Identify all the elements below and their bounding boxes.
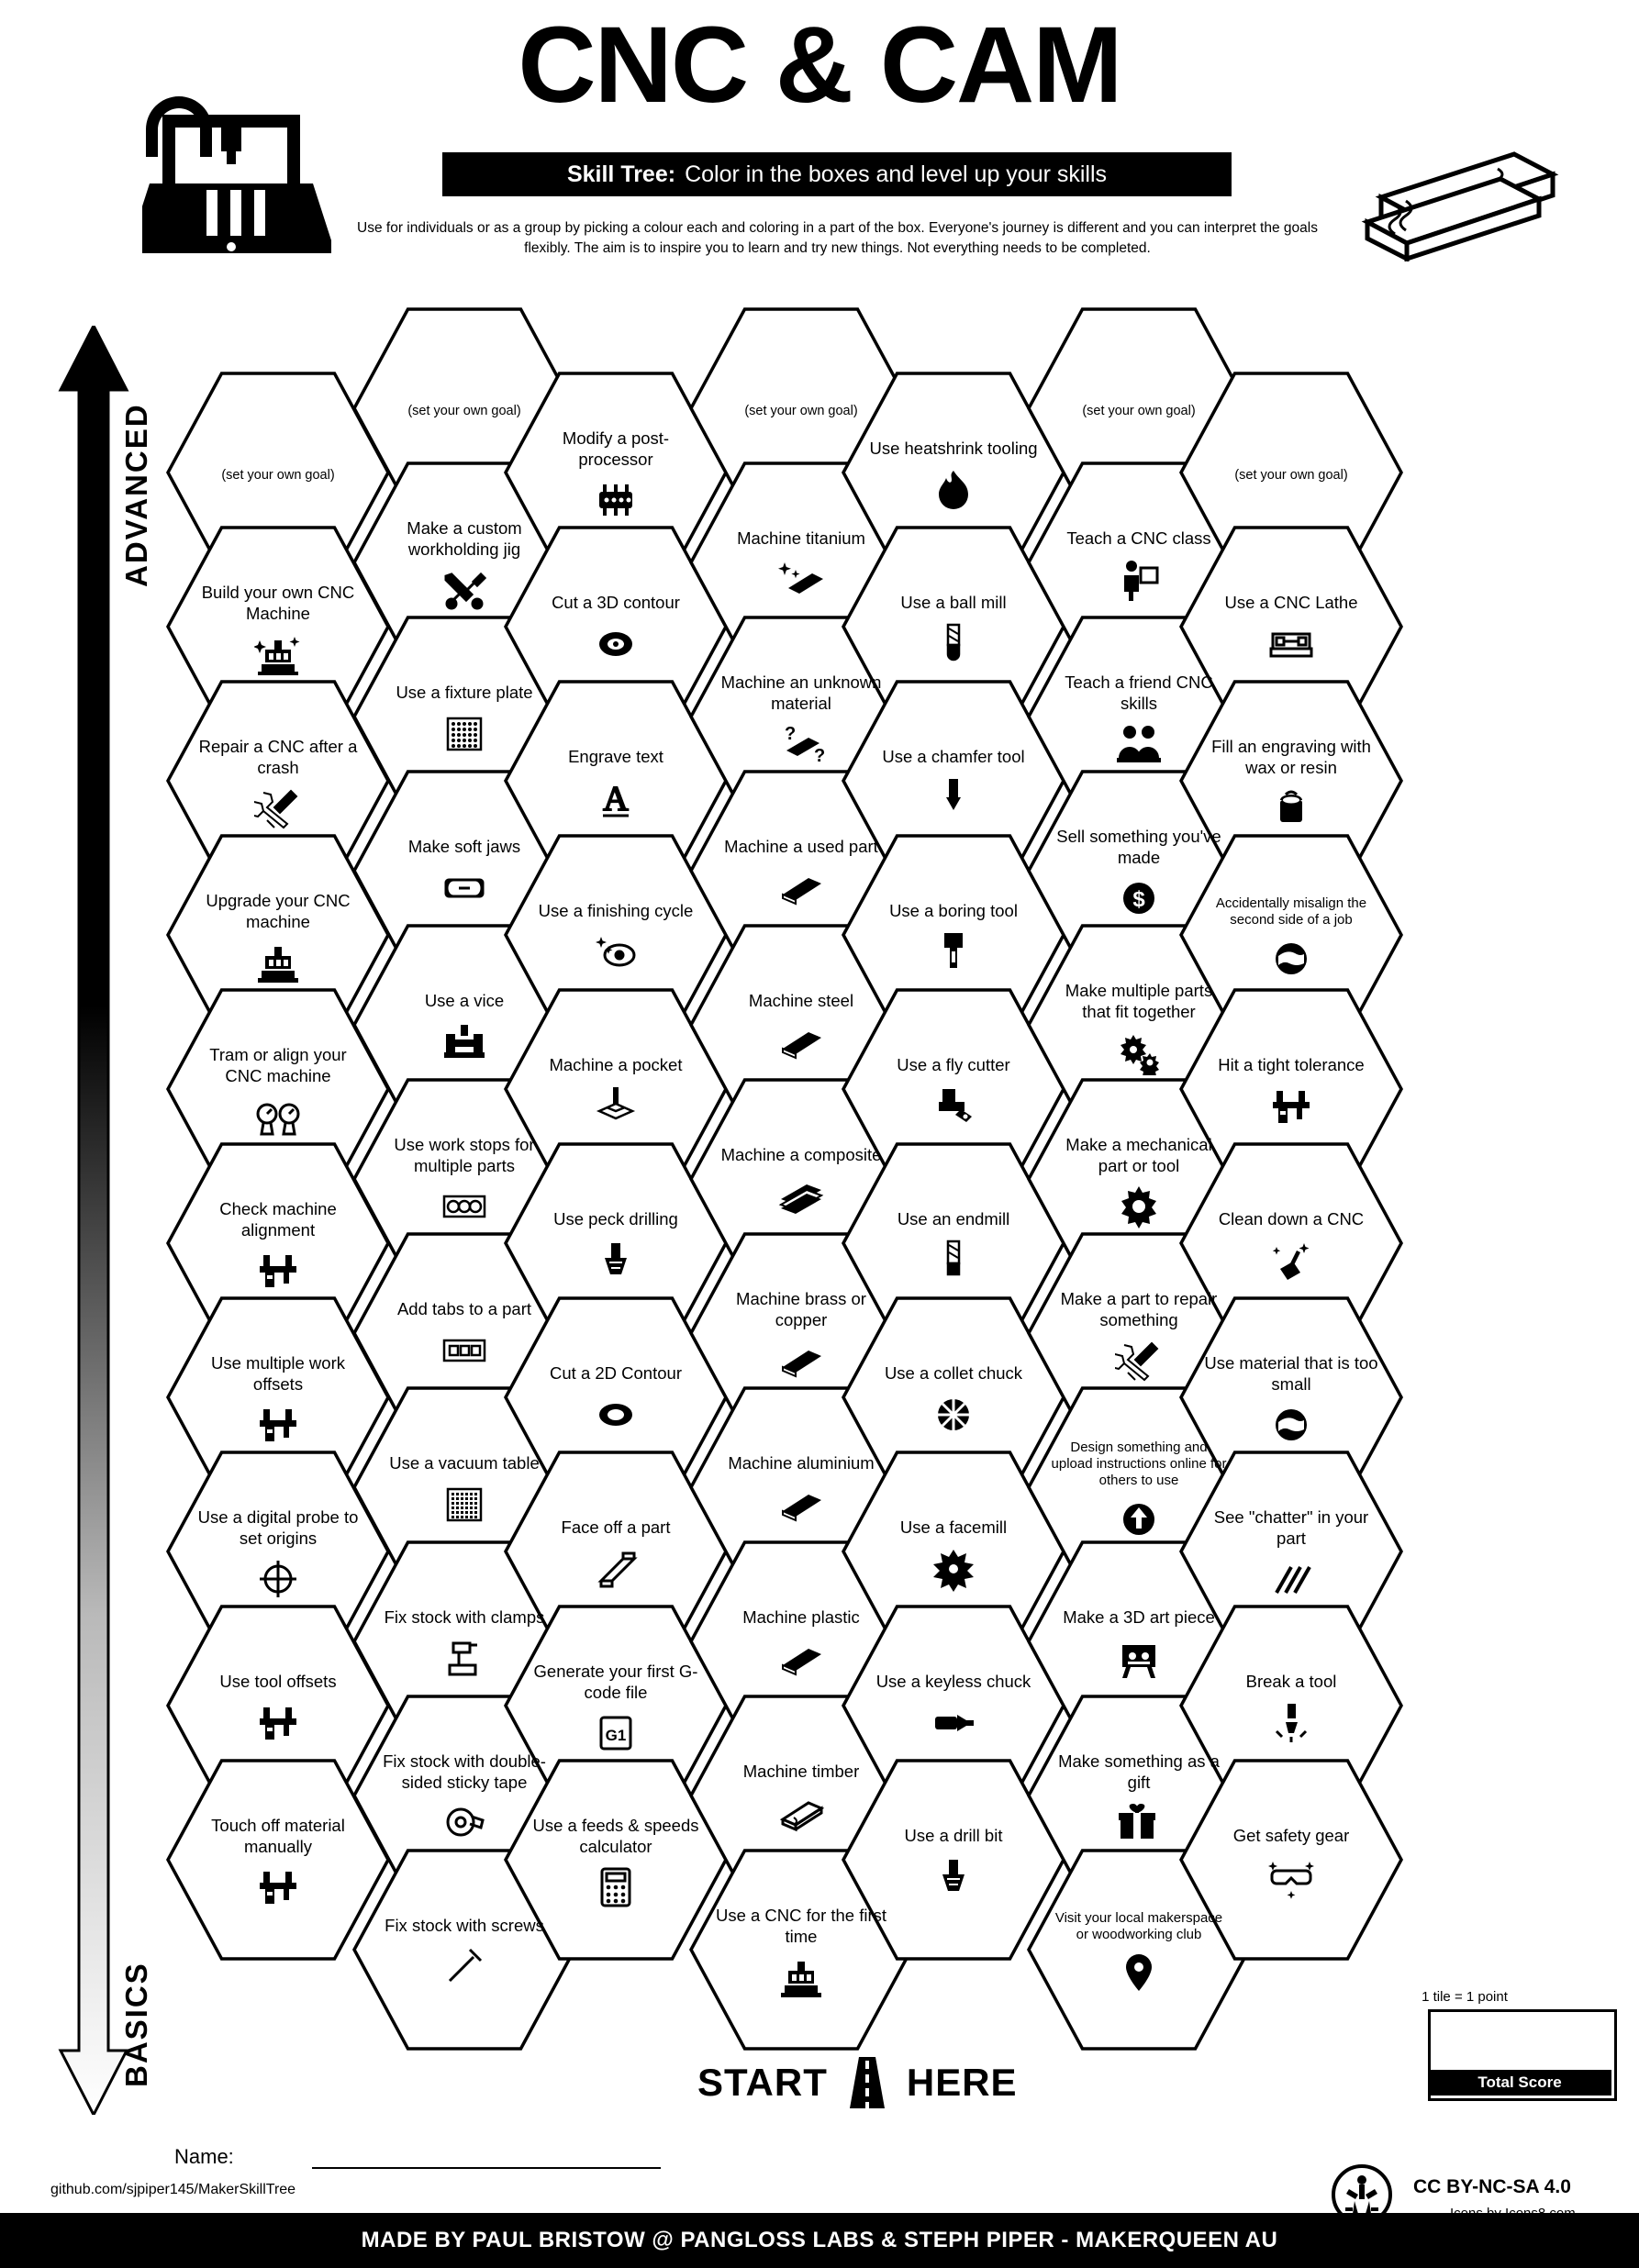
skill-label: Fix stock with screws <box>385 1916 544 1936</box>
skill-label: Use heatshrink tooling <box>869 439 1038 459</box>
total-score-label: Total Score <box>1428 2070 1611 2096</box>
skill-label: Check machine alignment <box>219 1198 337 1240</box>
skill-label: Teach a friend CNC skills <box>1065 672 1213 713</box>
map-pin-icon <box>1115 1950 1163 1997</box>
skill-label: (set your own goal) <box>1082 404 1196 419</box>
skill-label: Use a vice <box>424 991 505 1011</box>
cnc-machine-sparkle-icon <box>254 630 302 678</box>
skill-label: Use a boring tool <box>889 901 1018 921</box>
cnc-machine-icon <box>254 939 302 986</box>
easel-icon <box>1115 1635 1163 1683</box>
skill-label: Use a digital probe to set origins <box>197 1506 359 1548</box>
skill-label: Generate your first G-code file <box>533 1661 698 1702</box>
skill-label: See "chatter" in your part <box>1213 1506 1369 1548</box>
instructions-text: Use for individuals or as a group by picking a colour each and coloring in a part of the box. Everyone's journey is different and you can interpret the goals flexibly. The aim is to inspire you to learn and try new things. Not everything needs to be completed. <box>357 220 1318 256</box>
skill-label: Teach a CNC class <box>1066 528 1211 549</box>
skill-label: Hit a tight tolerance <box>1218 1055 1365 1075</box>
facepalm-icon <box>1267 1401 1315 1449</box>
skill-label: Use a CNC Lathe <box>1224 593 1358 613</box>
skill-label: Upgrade your CNC machine <box>206 890 351 931</box>
keyless-chuck-icon <box>930 1699 977 1747</box>
vise-jaws-icon <box>440 864 488 912</box>
road-icon <box>842 2057 892 2108</box>
github-url: github.com/sjpiper145/MakerSkillTree <box>50 2182 296 2197</box>
endmill-icon <box>930 1237 977 1284</box>
skill-label: (set your own goal) <box>744 404 858 419</box>
skill-label: Make a 3D art piece <box>1063 1607 1215 1628</box>
screw-icon <box>440 1943 488 1991</box>
face-mill-part-icon <box>592 1545 640 1593</box>
dollar-coin-icon <box>1115 874 1163 922</box>
skill-label: Sell something you've made <box>1056 826 1221 867</box>
crosshair-icon <box>254 1555 302 1603</box>
timber-stack-illustration <box>1358 147 1560 266</box>
ball-mill-icon <box>930 620 977 668</box>
material-sparkle-icon <box>777 556 825 604</box>
tabs-icon <box>440 1327 488 1374</box>
skill-label: Make a part to repair something <box>1060 1288 1218 1329</box>
caliper-icon <box>254 1247 302 1295</box>
skill-label: Use a keyless chuck <box>875 1672 1031 1692</box>
name-label: Name: <box>174 2145 234 2168</box>
skill-label: Visit your local makerspace or woodworking club <box>1054 1909 1223 1942</box>
skill-label: Tram or align your CNC machine <box>209 1044 347 1085</box>
skill-label: Build your own CNC Machine <box>201 582 355 623</box>
skill-label: Use multiple work offsets <box>211 1352 345 1394</box>
page-title: CNC & CAM <box>518 5 1121 126</box>
axis-label-basics: BASICS <box>119 1962 153 2087</box>
skill-label: Use peck drilling <box>553 1209 678 1229</box>
skill-label: Make soft jaws <box>407 837 521 857</box>
skill-label: Use a CNC for the first time <box>715 1905 887 1946</box>
upload-icon <box>1115 1495 1163 1543</box>
start-label: START <box>697 2061 828 2104</box>
skill-label: Machine titanium <box>737 528 865 549</box>
svg-text:?: ? <box>814 746 825 767</box>
start-here-marker <box>697 2057 1018 2108</box>
material-icon <box>777 1481 825 1529</box>
chip-icon <box>592 476 640 524</box>
flame-icon <box>930 466 977 514</box>
skill-label: Use a fly cutter <box>897 1055 1010 1075</box>
work-stops-icon <box>440 1183 488 1230</box>
skill-label: Make multiple parts that fit together <box>1065 980 1213 1021</box>
contour-2d-icon <box>592 1391 640 1439</box>
skill-label: Machine brass or copper <box>736 1288 866 1329</box>
skill-label: Get safety gear <box>1232 1826 1350 1846</box>
clamp-icon <box>440 1635 488 1683</box>
pocket-icon <box>592 1083 640 1130</box>
skill-label: Touch off material manually <box>211 1815 345 1856</box>
skill-label: Use a finishing cycle <box>538 901 694 921</box>
progression-arrow <box>57 326 130 2115</box>
facemill-icon <box>930 1545 977 1593</box>
safety-glasses-icon <box>1267 1853 1315 1901</box>
material-icon <box>777 1337 825 1384</box>
caliper-icon <box>254 1699 302 1747</box>
skill-label: Use a collet chuck <box>884 1363 1023 1384</box>
skill-label: Use a facemill <box>899 1518 1008 1538</box>
skill-label: Engrave text <box>568 747 663 767</box>
skill-label: (set your own goal) <box>1234 468 1348 484</box>
skill-label: Use a ball mill <box>900 593 1007 613</box>
skill-label: Use work stops for multiple parts <box>394 1134 535 1175</box>
skill-label: Use a chamfer tool <box>882 747 1025 767</box>
skill-label: Machine a used part <box>724 837 878 857</box>
skill-label: Machine a pocket <box>549 1055 683 1075</box>
skill-label: Fix stock with clamps <box>384 1607 545 1628</box>
material-question-icon <box>777 720 825 768</box>
subtitle-banner <box>442 152 1232 196</box>
skill-label: Machine a composite <box>720 1145 882 1165</box>
skill-label: Clean down a CNC <box>1218 1209 1365 1229</box>
svg-text:?: ? <box>785 724 797 745</box>
subtitle-rest: Color in the boxes and level up your skills <box>685 161 1108 187</box>
lathe-icon <box>1267 620 1315 668</box>
caliper-icon <box>254 1401 302 1449</box>
vacuum-table-icon <box>440 1481 488 1529</box>
axis-label-advanced: ADVANCED <box>119 403 153 587</box>
contour-3d-icon <box>592 620 640 668</box>
tools-icon <box>440 566 488 614</box>
skill-label: Use a vacuum table <box>389 1453 540 1473</box>
dial-gauges-icon <box>254 1093 302 1140</box>
svg-text:$: $ <box>1132 887 1145 913</box>
skill-label: Machine plastic <box>742 1607 860 1628</box>
skill-label: (set your own goal) <box>407 404 521 419</box>
vise-icon <box>440 1018 488 1066</box>
svg-text:G1: G1 <box>605 1727 627 1745</box>
teacher-icon <box>1115 556 1163 604</box>
broken-tool-icon <box>1267 1699 1315 1747</box>
skill-label: Machine timber <box>742 1762 860 1782</box>
gears-icon <box>1115 1028 1163 1076</box>
material-icon <box>777 1018 825 1066</box>
subtitle-lead: Skill Tree: <box>566 161 676 187</box>
license-text: CC BY-NC-SA 4.0 <box>1413 2176 1571 2197</box>
chatter-icon <box>1267 1555 1315 1603</box>
material-icon <box>777 864 825 912</box>
boring-tool-icon <box>930 928 977 976</box>
drill-bit-icon <box>930 1853 977 1901</box>
skill-label: Use an endmill <box>897 1209 1010 1229</box>
skill-label: Use a fixture plate <box>396 683 533 703</box>
skill-label: Accidentally misalign the second side of a job <box>1215 895 1367 928</box>
skill-label: Machine steel <box>748 991 854 1011</box>
here-label: HERE <box>906 2061 1018 2104</box>
svg-text:A: A <box>603 779 629 818</box>
timber-icon <box>777 1789 825 1837</box>
skill-label: Face off a part <box>561 1518 671 1538</box>
skill-label: Make a custom workholding jig <box>407 517 522 559</box>
skill-label: Use material that is too small <box>1204 1352 1378 1394</box>
material-layers-icon <box>777 1173 825 1220</box>
skill-label: Add tabs to a part <box>396 1299 532 1319</box>
calculator-icon <box>592 1863 640 1911</box>
skill-label: Repair a CNC after a crash <box>198 736 358 777</box>
grid-plate-icon <box>440 710 488 758</box>
footer-credit-bar <box>0 2213 1639 2268</box>
drill-bit-icon <box>592 1237 640 1284</box>
finishing-cycle-icon <box>592 928 640 976</box>
name-write-line[interactable] <box>312 2167 661 2169</box>
cnc-machine-illustration <box>142 87 340 261</box>
skill-label: Machine an unknown material <box>720 672 882 713</box>
letter-a-icon <box>592 774 640 822</box>
chamfer-tool-icon <box>930 774 977 822</box>
skill-label: Use a drill bit <box>904 1826 1003 1846</box>
credit-text: MADE BY PAUL BRISTOW @ PANGLOSS LABS & STEPH PIPER - MAKERQUEEN AU <box>361 2228 1278 2252</box>
skill-label: Cut a 2D Contour <box>550 1363 682 1384</box>
skill-label: Modify a post-processor <box>562 428 670 469</box>
collet-chuck-icon <box>930 1391 977 1439</box>
facepalm-icon <box>1267 935 1315 983</box>
wrench-screwdriver-icon <box>1115 1337 1163 1384</box>
skill-label: Use tool offsets <box>219 1672 337 1692</box>
score-note: 1 tile = 1 point <box>1422 1989 1508 2005</box>
cnc-machine-icon <box>777 1953 825 2001</box>
skill-label: Make something as a gift <box>1058 1751 1220 1792</box>
gcode-file-icon <box>592 1709 640 1757</box>
gear-icon <box>1115 1183 1163 1230</box>
paint-can-icon <box>1267 784 1315 832</box>
skill-label: Fix stock with double-sided sticky tape <box>383 1751 546 1792</box>
skill-label: Design something and upload instructions online for others to use <box>1051 1439 1227 1488</box>
gift-icon <box>1115 1799 1163 1847</box>
fly-cutter-icon <box>930 1083 977 1130</box>
tape-icon <box>440 1799 488 1847</box>
two-people-icon <box>1115 720 1163 768</box>
skill-label: Fill an engraving with wax or resin <box>1211 736 1371 777</box>
material-icon <box>777 1635 825 1683</box>
caliper-icon <box>254 1863 302 1911</box>
wrench-screwdriver-icon <box>254 784 302 832</box>
broom-icon <box>1267 1237 1315 1284</box>
caliper-icon <box>1267 1083 1315 1130</box>
skill-label: Make a mechanical part or tool <box>1065 1134 1212 1175</box>
skill-label: Break a tool <box>1245 1672 1337 1692</box>
skill-label: Machine aluminium <box>728 1453 875 1473</box>
skill-label: Use a feeds & speeds calculator <box>532 1815 699 1856</box>
skill-label: Cut a 3D contour <box>552 593 680 613</box>
skill-label: (set your own goal) <box>221 468 335 484</box>
